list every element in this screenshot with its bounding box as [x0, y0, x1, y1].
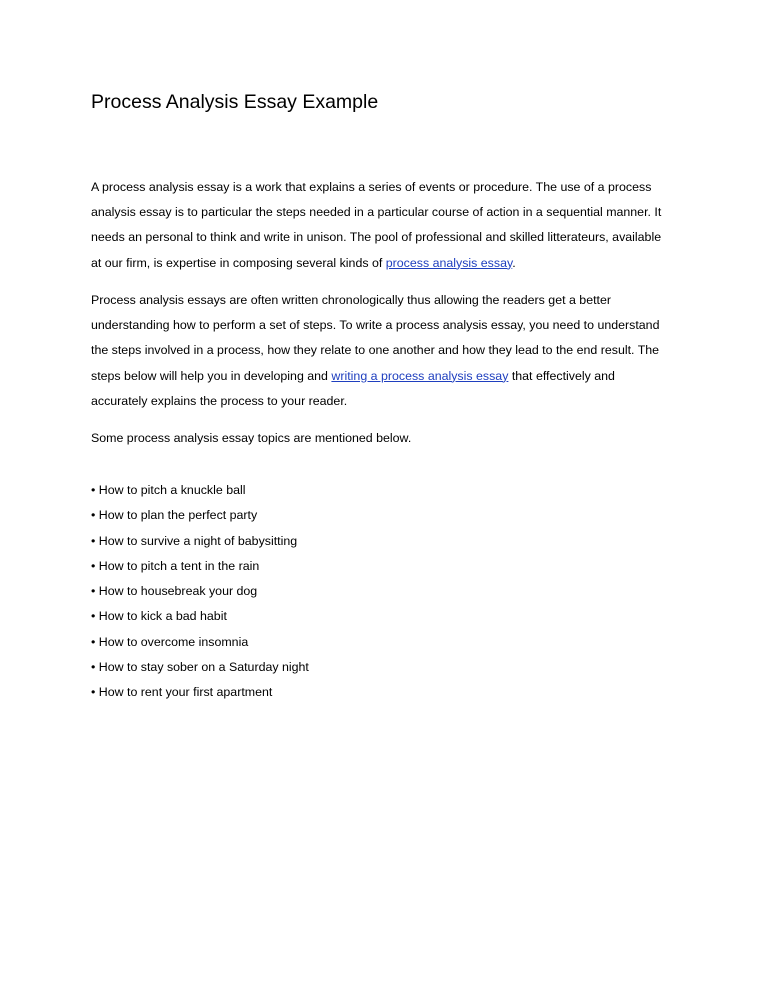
- list-item: • How to plan the perfect party: [91, 508, 258, 523]
- list-item: • How to rent your first apartment: [91, 685, 273, 700]
- paragraph-line: the steps involved in a process, how they relate to one another and how they lead to the end result. The: [91, 343, 660, 358]
- paragraph-line: Some process analysis essay topics are mentioned below.: [91, 431, 412, 445]
- list-item: • How to housebreak your dog: [91, 584, 258, 599]
- paragraph-line: understanding how to perform a set of steps. To write a process analysis essay, you need to understand: [91, 318, 660, 333]
- line-text: at our firm, is expertise in composing several kinds of: [91, 255, 386, 270]
- list-item: • How to pitch a tent in the rain: [91, 558, 260, 573]
- process-analysis-essay-link[interactable]: process analysis essay: [385, 255, 513, 270]
- list-item: • How to overcome insomnia: [91, 634, 249, 649]
- paragraph-line: [91, 364, 691, 389]
- list-item: • How to survive a night of babysitting: [91, 533, 298, 548]
- list-item: • How to stay sober on a Saturday night: [91, 660, 309, 675]
- document-title: Process Analysis Essay Example: [91, 91, 379, 113]
- paragraph-line: [91, 251, 691, 276]
- paragraph-line: analysis essay is to particular the steps needed in a particular course of action in a sequential manner. It: [91, 205, 662, 220]
- line-text: .: [512, 255, 516, 270]
- line-text: steps below will help you in developing and: [91, 368, 332, 383]
- intro-paragraph: [91, 175, 691, 276]
- paragraph-line: Process analysis essays are often written chronologically thus allowing the readers get a better: [91, 293, 611, 307]
- paragraph-line: needs an personal to think and write in unison. The pool of professional and skilled litterateurs, available: [91, 230, 662, 245]
- paragraph-line: A process analysis essay is a work that explains a series of events or procedure. The use of a process: [91, 180, 652, 194]
- paragraph-line: accurately explains the process to your reader.: [91, 393, 348, 408]
- line-text: that effectively and: [508, 368, 615, 383]
- explanation-paragraph: [91, 288, 691, 414]
- list-item: • How to pitch a knuckle ball: [91, 483, 246, 497]
- writing-essay-link[interactable]: writing a process analysis essay: [331, 368, 509, 383]
- list-item: • How to kick a bad habit: [91, 609, 227, 624]
- topics-intro-paragraph: [91, 426, 691, 451]
- topics-list: [91, 478, 691, 706]
